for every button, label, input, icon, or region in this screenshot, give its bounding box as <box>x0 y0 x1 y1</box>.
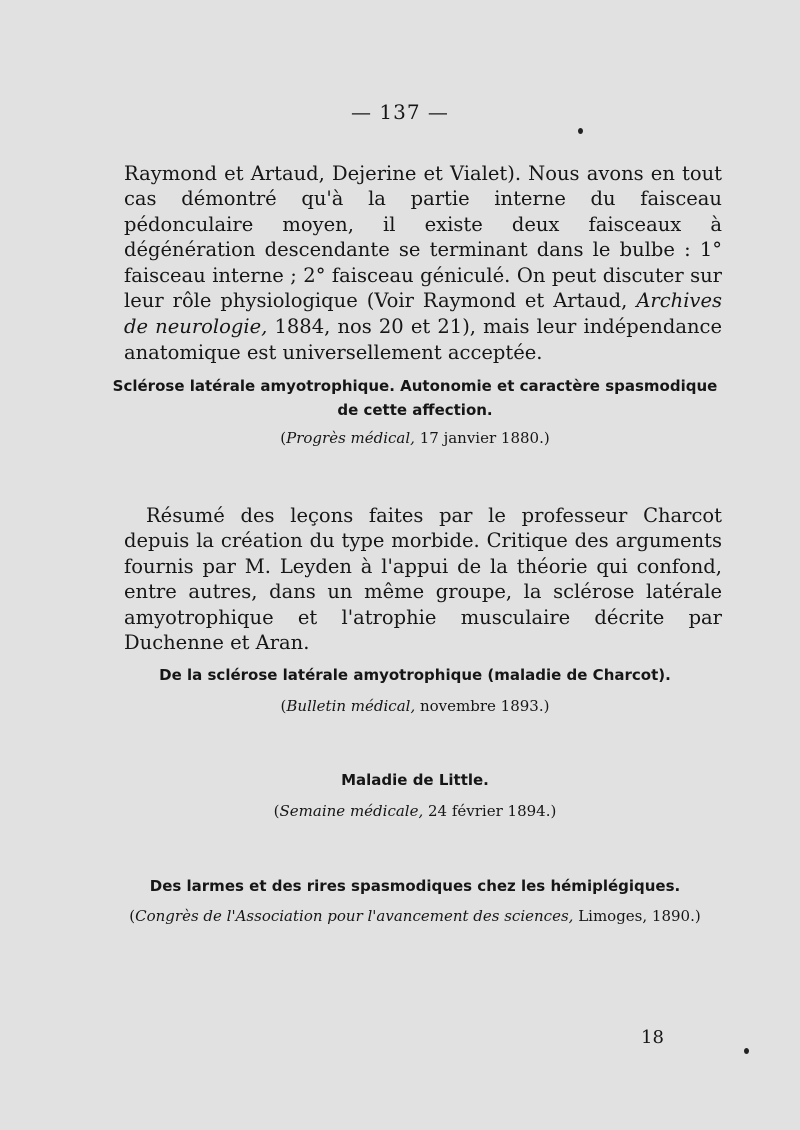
section-source-progres-medical: (Progrès médical, 17 janvier 1880.) <box>280 429 550 447</box>
ink-speck <box>578 128 583 134</box>
section-title-sla-autonomie: Sclérose latérale amyotrophique. Autonomie et caractère spasmodique de cette affection. <box>112 377 718 419</box>
section-source-bulletin-medical: (Bulletin médical, novembre 1893.) <box>280 697 550 715</box>
page-number-header: — 137 — <box>351 100 449 124</box>
paragraph-anatomy-text: Raymond et Artaud, Dejerine et Vialet). Nous avons en tout cas démontré qu'à la partie interne du faisceau pédonculaire moyen, il existe deux faisceaux à dégénération descendante se terminant dans le bulbe : 1° faisceau interne ; 2° faisceau géniculé. On peut discuter sur leur rôle physiologique (Voir Raymond et Artaud, <box>124 161 722 313</box>
paragraph-resume: Résumé des leçons faites par le professeur Charcot depuis la création du type morbide. Critique des arguments fournis par M. Leyden à l'appui de la théorie qui confond, entre autres, dans un même groupe, la sclérose latérale amyotrophique et l'atrophie musculaire décrite par Duchenne et Aran. <box>124 503 722 655</box>
journal-citation-archives: Archives de neurologie, <box>124 289 722 339</box>
section-title-maladie-little: Maladie de Little. <box>341 771 489 789</box>
paragraph-anatomy-end: 1884, nos 20 et 21), mais leur indépendance anatomique est universellement acceptée. <box>124 315 722 364</box>
section-source-congres: (Congrès de l'Association pour l'avancement des sciences, Limoges, 1890.) <box>129 907 701 925</box>
paragraph-anatomy <box>124 161 722 366</box>
signature-number: 18 <box>641 1027 664 1048</box>
section-title-larmes-rires: Des larmes et des rires spasmodiques chez les hémiplégiques. <box>149 877 681 895</box>
section-source-semaine-medicale: (Semaine médicale, 24 février 1894.) <box>273 802 557 820</box>
section-title-sla-charcot: De la sclérose latérale amyotrophique (maladie de Charcot). <box>159 666 671 684</box>
ink-speck <box>744 1048 749 1054</box>
